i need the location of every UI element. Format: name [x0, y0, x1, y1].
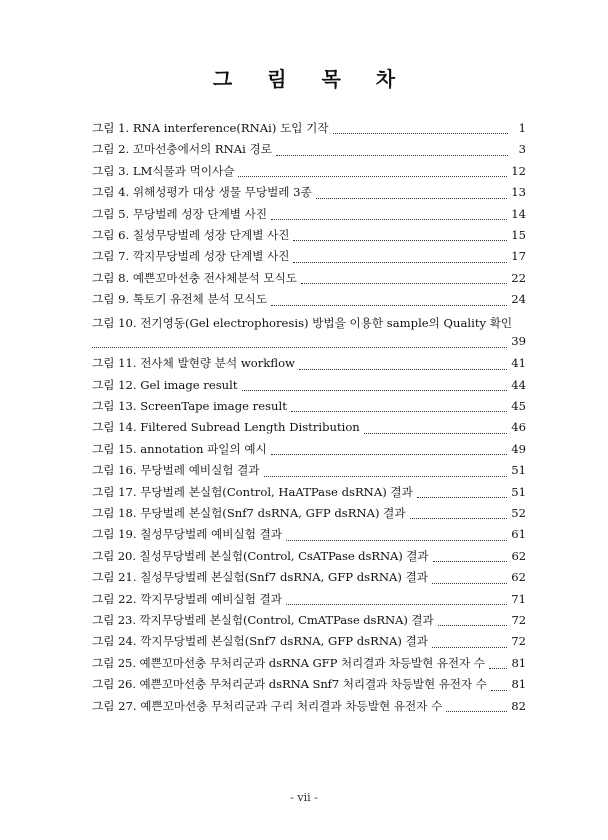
dot-leader [489, 662, 508, 669]
toc-entry-label: 그림 26. 예쁜꼬마선충 무처리군과 dsRNA Snf7 처리결과 차등발현 유전자 수 [92, 677, 487, 692]
dot-leader [264, 469, 508, 476]
toc-entry-label: 그림 23. 깍지무당벌레 본실험(Control, CmATPase dsRNA) 결과 [92, 612, 434, 627]
toc-entry-label: 그림 20. 칠성무당벌레 본실험(Control, CsATPase dsRNA) 결과 [92, 548, 429, 563]
dot-leader [92, 341, 507, 348]
dot-leader [271, 448, 507, 455]
toc-entry [92, 248, 526, 269]
dot-leader [291, 405, 507, 412]
dot-leader [432, 576, 507, 583]
dot-leader [410, 512, 508, 519]
toc-entry-label: 그림 25. 예쁜꼬마선충 무처리군과 dsRNA GFP 처리결과 차등발현 유전자 수 [92, 655, 485, 670]
toc-entry [92, 526, 526, 547]
toc-entry [92, 355, 526, 376]
toc-entry-page: 81 [511, 655, 526, 670]
toc-entry-page: 46 [511, 420, 526, 435]
toc-entry-label: 그림 18. 무당벌레 본실험(Snf7 dsRNA, GFP dsRNA) 결과 [92, 506, 406, 521]
toc-entry-page: 82 [511, 698, 526, 713]
figure-list [92, 120, 526, 719]
toc-entry-label: 그림 10. 전기영동(Gel electrophoresis) 방법을 이용한 sample의 Quality 확인 [92, 315, 513, 330]
toc-entry-page: 45 [511, 399, 526, 414]
dot-leader [293, 234, 507, 241]
dot-leader [242, 384, 508, 391]
toc-entry-page: 72 [511, 612, 526, 627]
toc-entry [92, 441, 526, 462]
toc-entry [92, 655, 526, 676]
toc-entry-label: 그림 12. Gel image result [92, 377, 238, 392]
toc-entry [92, 291, 526, 312]
dot-leader [276, 148, 508, 155]
toc-entry-label: 그림 24. 깍지무당벌레 본실험(Snf7 dsRNA, GFP dsRNA) 결과 [92, 634, 428, 649]
toc-entry [92, 633, 526, 654]
toc-entry-page: 44 [511, 377, 526, 392]
toc-entry-page: 61 [511, 527, 526, 542]
toc-entry [92, 270, 526, 291]
toc-entry-label: 그림 13. ScreenTape image result [92, 399, 287, 414]
dot-leader [491, 683, 508, 690]
toc-entry-label: 그림 17. 무당벌레 본실험(Control, HaATPase dsRNA) 결과 [92, 484, 413, 499]
dot-leader [333, 127, 508, 134]
page-number-footer: - vii - [290, 791, 318, 804]
dot-leader [286, 533, 507, 540]
toc-entry-page: 3 [518, 142, 526, 157]
toc-entry-page: 12 [511, 163, 526, 178]
toc-entry-label: 그림 6. 칠성무당벌레 성장 단계별 사진 [92, 227, 290, 242]
toc-entry-page: 81 [511, 677, 526, 692]
toc-entry [92, 120, 526, 141]
toc-entry [92, 569, 526, 590]
toc-entry-page: 17 [511, 249, 526, 264]
toc-entry-label: 그림 7. 깍지무당벌레 성장 단계별 사진 [92, 249, 290, 264]
dot-leader [433, 555, 508, 562]
dot-leader [438, 619, 508, 626]
toc-entry-label: 그림 5. 무당벌레 성장 단계별 사진 [92, 206, 268, 221]
toc-entry [92, 591, 526, 612]
toc-entry-page: 51 [511, 484, 526, 499]
toc-entry [92, 676, 526, 697]
toc-entry-page: 62 [511, 548, 526, 563]
toc-entry [92, 184, 526, 205]
toc-entry-page: 14 [511, 206, 526, 221]
dot-leader [417, 491, 507, 498]
dot-leader [293, 255, 507, 262]
toc-entry-label: 그림 8. 예쁜꼬마선충 전사체분석 모식도 [92, 270, 297, 285]
toc-entry-label: 그림 15. annotation 파일의 예시 [92, 441, 267, 456]
toc-entry-label: 그림 3. LM식물과 먹이사슬 [92, 163, 235, 178]
toc-entry [92, 698, 526, 719]
toc-entry-page: 72 [511, 634, 526, 649]
toc-entry-label: 그림 2. 꼬마선충에서의 RNAi 경로 [92, 142, 272, 157]
toc-entry [92, 484, 526, 505]
toc-entry-page: 22 [511, 270, 526, 285]
dot-leader [432, 640, 507, 647]
toc-entry-label: 그림 16. 무당벌레 예비실험 결과 [92, 463, 260, 478]
dot-leader [271, 298, 507, 305]
toc-entry-page: 1 [518, 121, 526, 135]
toc-entry [92, 206, 526, 227]
toc-entry-page: 13 [511, 185, 526, 200]
page-title: 그 림 목 차 [212, 67, 410, 91]
dot-leader [316, 191, 507, 198]
dot-leader [271, 213, 507, 220]
dot-leader [301, 277, 507, 284]
toc-entry [92, 398, 526, 419]
dot-leader [364, 426, 507, 433]
toc-entry-page: 71 [511, 591, 526, 606]
toc-entry [92, 419, 526, 440]
toc-entry-page: 62 [511, 570, 526, 585]
toc-entry [92, 548, 526, 569]
dot-leader [299, 362, 507, 369]
toc-entry [92, 227, 526, 248]
toc-entry [92, 163, 526, 184]
dot-leader [446, 705, 507, 712]
toc-entry [92, 462, 526, 483]
toc-entry-label: 그림 22. 깍지무당벌레 예비실험 결과 [92, 591, 282, 606]
toc-entry-page: 15 [511, 227, 526, 242]
toc-entry-label: 그림 4. 위해성평가 대상 생물 무당벌레 3종 [92, 185, 312, 200]
toc-entry [92, 377, 526, 398]
toc-entry [92, 612, 526, 633]
toc-entry [92, 505, 526, 526]
toc-entry-label: 그림 14. Filtered Subread Length Distribution [92, 420, 360, 435]
toc-entry-label: 그림 11. 전사체 발현량 분석 workflow [92, 356, 295, 371]
toc-entry-page: 41 [511, 356, 526, 371]
dot-leader [286, 598, 507, 605]
toc-entry-page: 24 [511, 292, 526, 307]
toc-entry [92, 141, 526, 162]
toc-entry-label: 그림 9. 톡토기 유전체 분석 모식도 [92, 292, 268, 307]
toc-entry-label: 그림 27. 예쁜꼬마선충 무처리군과 구리 처리결과 차등발현 유전자 수 [92, 698, 443, 713]
toc-entry-label: 그림 1. RNA interference(RNAi) 도입 기작 [92, 121, 329, 135]
toc-entry [92, 313, 526, 356]
toc-entry-label: 그림 21. 칠성무당벌레 본실험(Snf7 dsRNA, GFP dsRNA) 결과 [92, 570, 428, 585]
dot-leader [238, 170, 507, 177]
toc-entry-label: 그림 19. 칠성무당벌레 예비실험 결과 [92, 527, 282, 542]
toc-entry-page: 39 [511, 333, 526, 348]
toc-entry-page: 51 [511, 463, 526, 478]
toc-entry-page: 49 [511, 441, 526, 456]
toc-entry-page: 52 [511, 506, 526, 521]
